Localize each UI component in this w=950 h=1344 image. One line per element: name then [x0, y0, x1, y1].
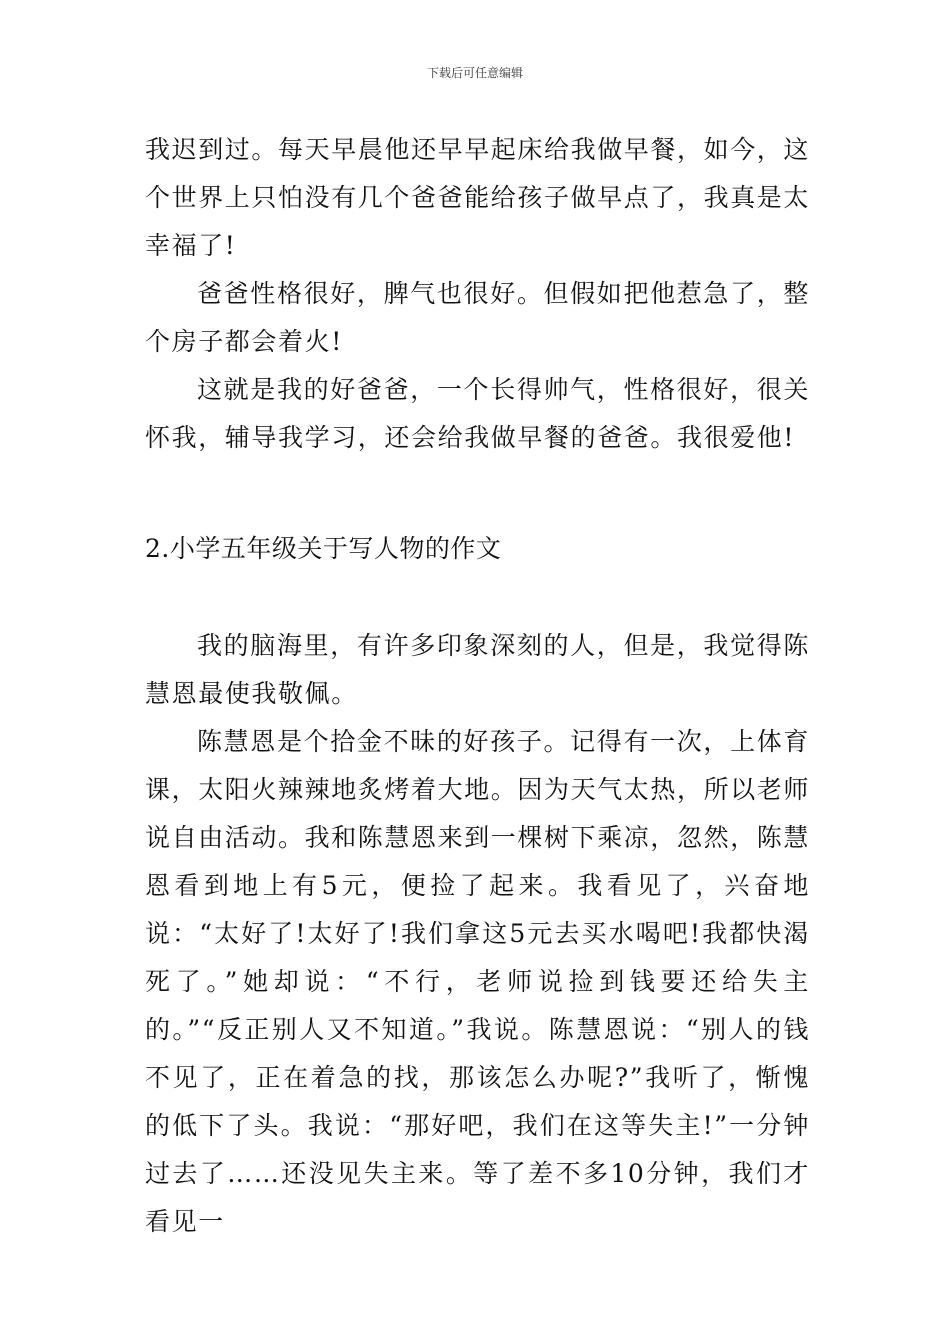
paragraph: 这就是我的好爸爸，一个长得帅气，性格很好，很关怀我，辅导我学习，还会给我做早餐的爸爸。我很爱他! — [145, 375, 810, 452]
section-2-body — [145, 622, 810, 1246]
section-1-body — [145, 126, 810, 462]
paragraph: 我的脑海里，有许多印象深刻的人，但是，我觉得陈慧恩最使我敬佩。 — [145, 631, 810, 708]
page-header: 下载后可任意编辑 — [426, 66, 523, 80]
paragraph: 陈慧恩是个拾金不昧的好孩子。记得有一次，上体育课，太阳火辣辣地炙烤着大地。因为天气太热，所以老师说自由活动。我和陈慧恩来到一棵树下乘凉，忽然，陈慧恩看到地上有5元，便捡了起来。我看见了，兴奋地说：“太好了!太好了!我们拿这5元去买水喝吧!我都快渴死了。”她却说：“不行，老师说捡到钱要还给失主的。”“反正别人又不知道。”我说。陈慧恩说：“别人的钱不见了，正在着急的找，那该怎么办呢?”我听了，惭愧的低下了头。我说：“那好吧，我们在这等失主!”一分钟过去了……还没见失主来。等了差不多10分钟，我们才看见一 — [145, 727, 811, 1236]
paragraph: 我迟到过。每天早晨他还早早起床给我做早餐，如今，这个世界上只怕没有几个爸爸能给孩子做早点了，我真是太幸福了! — [145, 135, 811, 260]
section-heading: 2.小学五年级关于写人物的作文 — [145, 534, 502, 563]
paragraph: 爸爸性格很好，脾气也很好。但假如把他惹急了，整个房子都会着火! — [145, 279, 810, 356]
